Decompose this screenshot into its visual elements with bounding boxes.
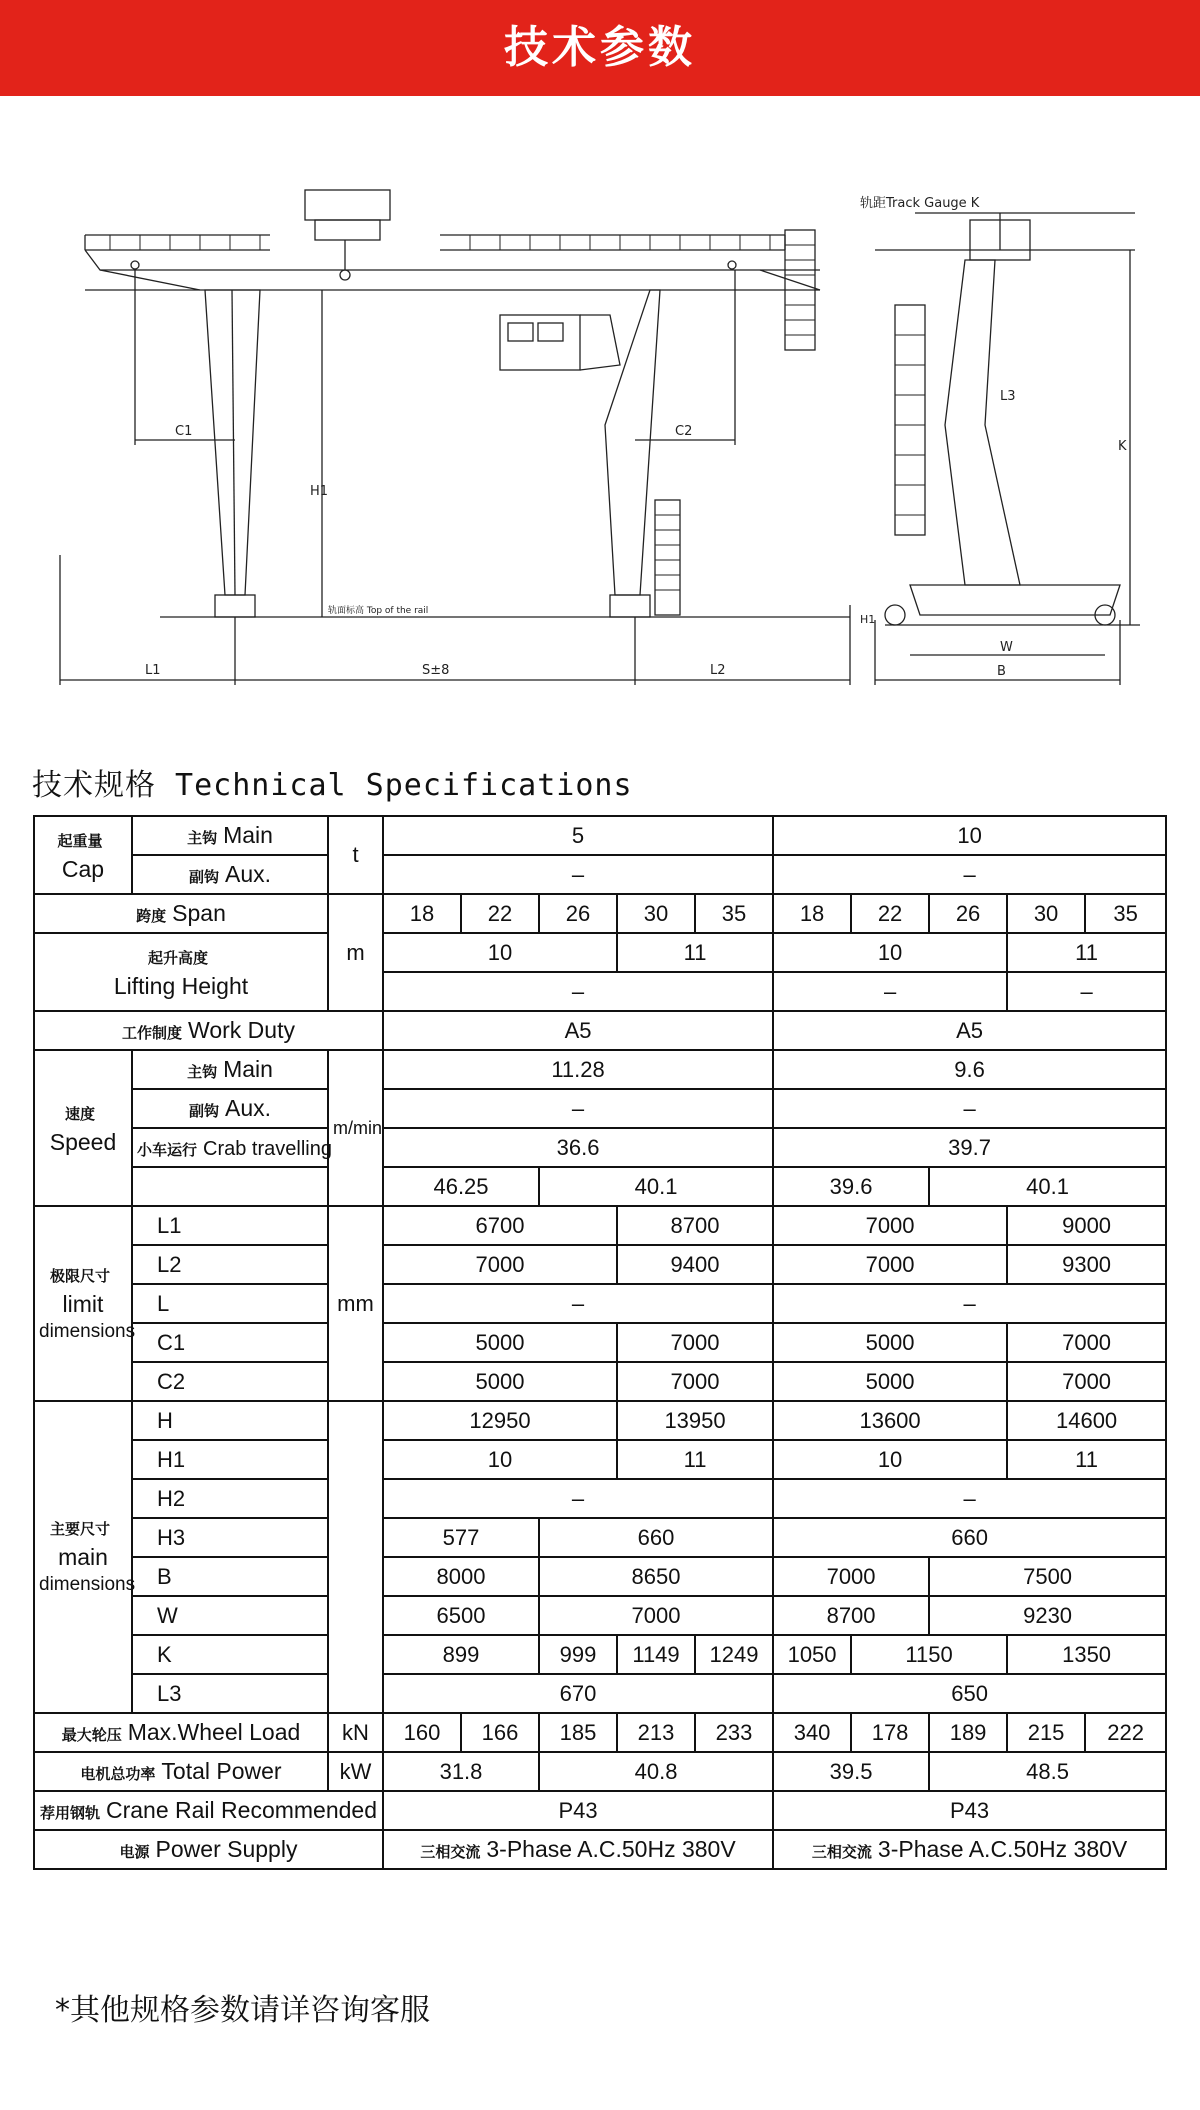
table-row: 工作制度 Work Duty A5 A5	[34, 1011, 1166, 1050]
main-hook-label: 主钩 Main	[132, 816, 328, 855]
unit-m: m	[328, 894, 383, 1011]
drawing-label-l2: L2	[710, 663, 726, 678]
table-row: L2 7000 9400 7000 9300	[34, 1245, 1166, 1284]
drawing-label-w: W	[1000, 640, 1013, 655]
table-row: B 8000 8650 7000 7500	[34, 1557, 1166, 1596]
table-row: 起重量 Cap 主钩 Main t 5 10	[34, 816, 1166, 855]
crane-drawing	[60, 196, 1180, 695]
table-row: 小车运行 Crab travelling 36.6 39.7	[34, 1128, 1166, 1167]
table-row: K 899 999 1149 1249 1050 1150 1350	[34, 1635, 1166, 1674]
lift-label: 起升高度 Lifting Height	[34, 933, 328, 1011]
table-row: H3 577 660 660	[34, 1518, 1166, 1557]
main-dimensions-label: 主要尺寸 main dimensions	[34, 1401, 132, 1713]
table-row: 最大轮压 Max.Wheel Load kN 160 166 185 213 233 340 178 189 215 222	[34, 1713, 1166, 1752]
table-row: 跨度 Span m 18 22 26 30 35 18 22 26 30 35	[34, 894, 1166, 933]
drawing-label-s: S±8	[422, 663, 450, 678]
table-row: 起升高度 Lifting Height 10 11 10 11	[34, 933, 1166, 972]
drawing-label-h1: H1	[310, 484, 329, 499]
table-row: L3 670 650	[34, 1674, 1166, 1713]
unit-mm: mm	[328, 1206, 383, 1401]
drawing-label-h1-side: H1	[860, 613, 876, 626]
table-row: 主要尺寸 main dimensions H 12950 13950 13600 14600	[34, 1401, 1166, 1440]
drawing-label-k: K	[1118, 439, 1127, 454]
limit-dimensions-label: 极限尺寸 limit dimensions	[34, 1206, 132, 1401]
table-row: 极限尺寸 limit dimensions L1 mm 6700 8700 7000 9000	[34, 1206, 1166, 1245]
drawing-label-l3: L3	[1000, 389, 1016, 404]
spec-table	[33, 815, 1167, 1870]
crab-label: 小车运行 Crab travelling	[132, 1128, 328, 1167]
unit-t: t	[328, 816, 383, 894]
table-row: 荐用钢轨 Crane Rail Recommended P43 P43	[34, 1791, 1166, 1830]
table-row: – – –	[34, 972, 1166, 1011]
table-row: 副钩 Aux. – –	[34, 1089, 1166, 1128]
trolley-label	[132, 1167, 328, 1206]
cap-label: 起重量 Cap	[34, 816, 132, 894]
table-row: H2 – –	[34, 1479, 1166, 1518]
drawing-label-b: B	[997, 664, 1006, 679]
unit-speed: m/min	[328, 1050, 383, 1206]
power-supply-label: 电源 Power Supply	[34, 1830, 383, 1869]
wheel-load-label: 最大轮压 Max.Wheel Load	[34, 1713, 328, 1752]
table-row: 46.25 40.1 39.6 40.1	[34, 1167, 1166, 1206]
aux-hook-label: 副钩 Aux.	[132, 855, 328, 894]
table-row: 副钩 Aux. – –	[34, 855, 1166, 894]
crane-rail-label: 荐用钢轨 Crane Rail Recommended	[34, 1791, 383, 1830]
footnote: *其他规格参数请详咨询客服	[55, 1993, 430, 2028]
drawing-label-c2: C2	[675, 424, 693, 439]
span-label: 跨度 Span	[34, 894, 328, 933]
table-row: H1 10 11 10 11	[34, 1440, 1166, 1479]
drawing-label-c1: C1	[175, 424, 193, 439]
drawing-label-track-gauge: 轨距Track Gauge K	[860, 196, 980, 211]
banner-title: 技术参数	[504, 22, 696, 73]
table-row: 电源 Power Supply 三相交流 3-Phase A.C.50Hz 380V 三相交流 3-Phase A.C.50Hz 380V	[34, 1830, 1166, 1869]
section-title: 技术规格 Technical Specifications	[32, 768, 633, 803]
drawing-label-l1: L1	[145, 663, 161, 678]
table-row: 速度 Speed 主钩 Main m/min 11.28 9.6	[34, 1050, 1166, 1089]
table-row: 电机总功率 Total Power kW 31.8 40.8 39.5 48.5	[34, 1752, 1166, 1791]
total-power-label: 电机总功率 Total Power	[34, 1752, 328, 1791]
drawing-label-rail-top: 轨面标高 Top of the rail	[328, 606, 429, 616]
duty-label: 工作制度 Work Duty	[34, 1011, 383, 1050]
table-row: C1 5000 7000 5000 7000	[34, 1323, 1166, 1362]
table-row: L – –	[34, 1284, 1166, 1323]
table-row: W 6500 7000 8700 9230	[34, 1596, 1166, 1635]
table-row: C2 5000 7000 5000 7000	[34, 1362, 1166, 1401]
speed-label: 速度 Speed	[34, 1050, 132, 1206]
